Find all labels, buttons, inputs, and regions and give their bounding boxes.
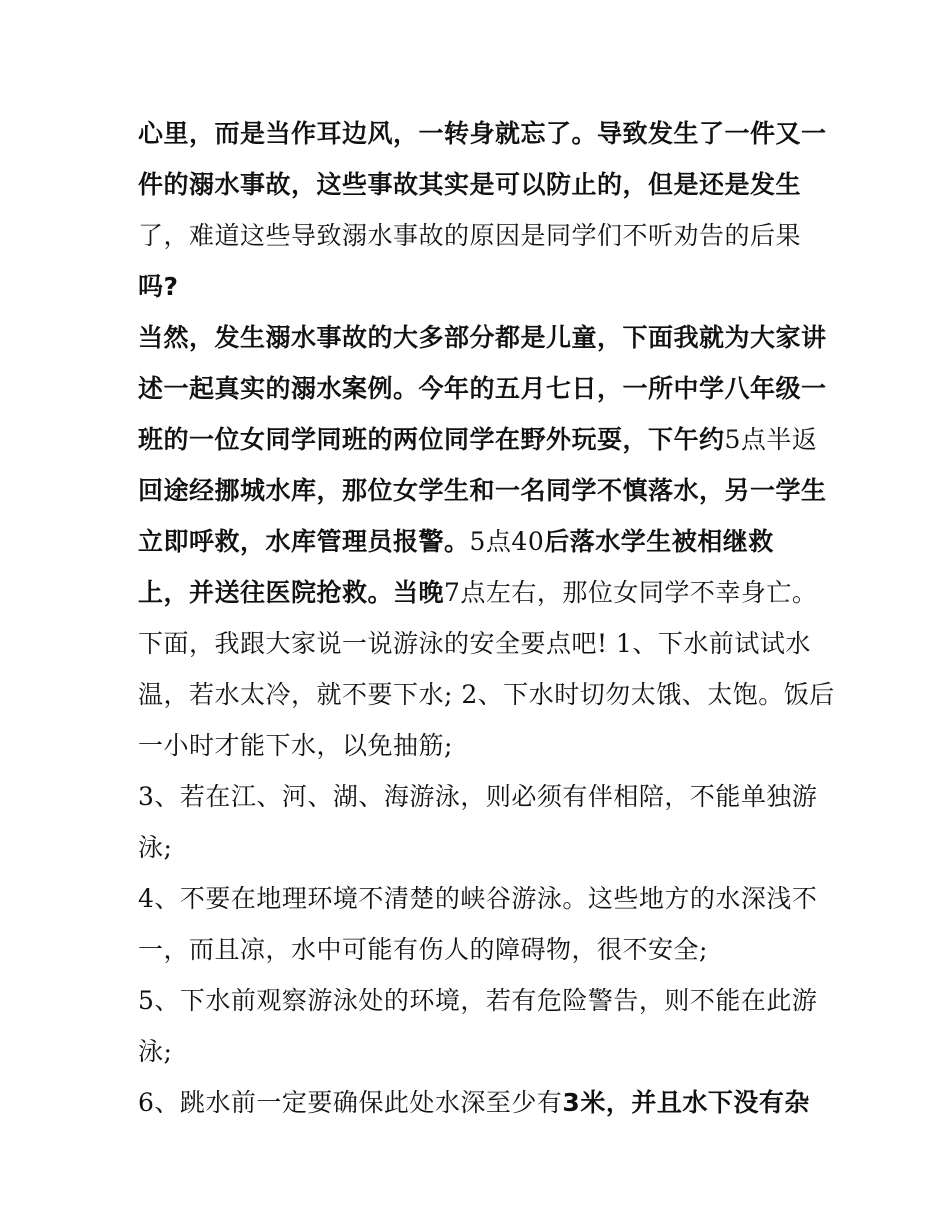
text-segment: 5点半返	[724, 425, 818, 454]
text-segment: 班的一位女同学同班的两位同学在野外玩耍，下午约	[138, 425, 725, 454]
text-line	[138, 516, 818, 567]
text-line	[138, 567, 818, 618]
text-line	[138, 1026, 818, 1077]
text-line	[138, 822, 818, 873]
text-line	[138, 720, 818, 771]
text-segment: 3米，并且水下没有杂	[562, 1088, 810, 1117]
text-segment: 温，若水太冷，就不要下水; 2、下水时切勿太饿、太饱。饭后	[138, 680, 835, 709]
text-segment: 泳;	[138, 1037, 173, 1066]
document-body	[138, 108, 835, 1128]
text-line	[138, 669, 835, 720]
text-segment: 一，而且凉，水中可能有伤人的障碍物，很不安全;	[138, 935, 708, 964]
text-line	[138, 924, 818, 975]
text-line	[138, 873, 818, 924]
text-segment: 后落水学生被相继救	[544, 527, 774, 556]
text-line	[138, 159, 818, 210]
text-line	[138, 261, 818, 312]
text-segment: 上，并送往医院抢救。当晚	[138, 578, 445, 607]
text-segment: 心里，而是当作耳边风，一转身就忘了。导致发生了一件又一	[138, 119, 827, 148]
text-segment: 下面，我跟大家说一说游泳的安全要点吧! 1、下水前试试水	[138, 629, 811, 658]
text-line	[138, 975, 818, 1026]
text-segment: 泳;	[138, 833, 173, 862]
text-segment: 一小时才能下水，以免抽筋;	[138, 731, 453, 760]
text-segment: 述一起真实的溺水案例。今年的五月七日，一所中学八年级一	[138, 374, 827, 403]
text-segment: 5、下水前观察游泳处的环境，若有危险警告，则不能在此游	[138, 986, 818, 1015]
text-line	[138, 414, 818, 465]
text-segment: 5点40	[469, 527, 545, 556]
text-segment: 6、跳水前一定要确保此处水深至少有	[138, 1088, 563, 1117]
text-segment: 吗?	[138, 272, 179, 301]
text-segment: 7点左右，那位女同学不幸身亡。	[444, 578, 818, 607]
text-segment: 立即呼救，水库管理员报警。	[138, 527, 470, 556]
text-segment: 3、若在江、河、湖、海游泳，则必须有伴相陪，不能单独游	[138, 782, 818, 811]
text-segment: 了，难道这些导致溺水事故的原因是同学们不听劝告的后果	[138, 221, 802, 250]
text-line	[138, 618, 818, 669]
text-line	[138, 1077, 818, 1128]
text-line	[138, 210, 818, 261]
text-segment: 件的溺水事故，这些事故其实是可以防止的，但是还是发生	[138, 170, 802, 199]
text-segment: 回途经挪城水库，那位女学生和一名同学不慎落水，另一学生	[138, 476, 827, 505]
text-line	[138, 312, 827, 363]
text-line	[138, 465, 827, 516]
text-line	[138, 108, 827, 159]
text-segment: 当然，发生溺水事故的大多部分都是儿童，下面我就为大家讲	[138, 323, 827, 352]
text-segment: 4、不要在地理环境不清楚的峡谷游泳。这些地方的水深浅不	[138, 884, 818, 913]
text-line	[138, 771, 818, 822]
text-line	[138, 363, 827, 414]
